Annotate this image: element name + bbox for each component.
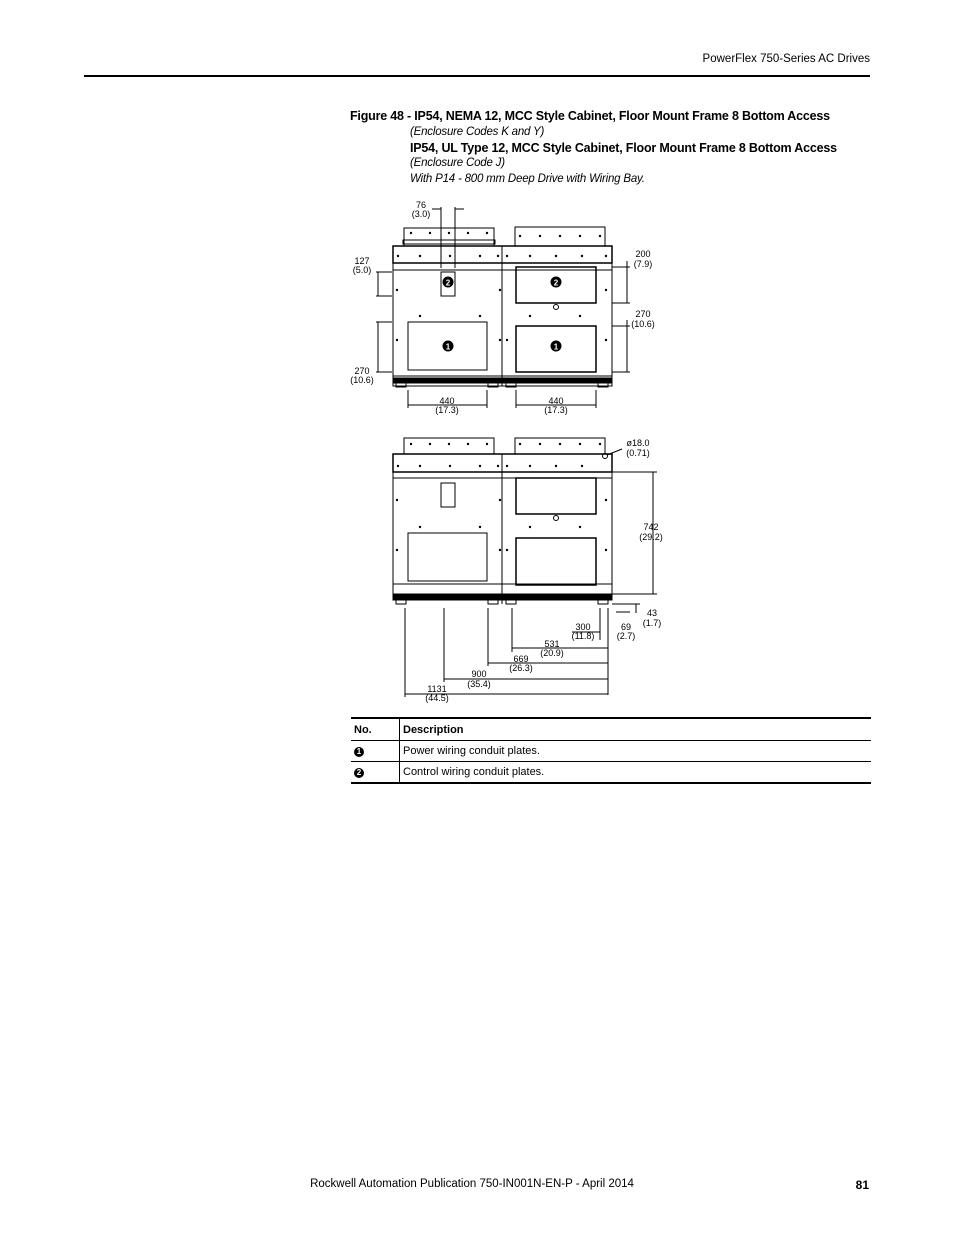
figure-subtitle-1: (Enclosure Codes K and Y) xyxy=(410,126,545,138)
table-row xyxy=(351,741,871,762)
dim-1131-in: (44.5) xyxy=(425,693,449,703)
page-number: 81 xyxy=(855,1178,869,1192)
dim-69: 69 xyxy=(620,622,632,632)
dim-742: 742 xyxy=(643,522,659,532)
figure-subtitle-3: (Enclosure Code J) xyxy=(410,157,505,169)
dim-43-in: (1.7) xyxy=(642,618,662,628)
figure-subtitle-2: IP54, UL Type 12, MCC Style Cabinet, Floor Mount Frame 8 Bottom Access xyxy=(410,141,837,155)
dim-440-right: 440 xyxy=(548,396,564,406)
row-description: Control wiring conduit plates. xyxy=(400,762,872,784)
dim-440-right-in: (17.3) xyxy=(544,405,568,415)
dim-43: 43 xyxy=(646,608,658,618)
figure-title: Figure 48 - IP54, NEMA 12, MCC Style Cabinet, Floor Mount Frame 8 Bottom Access xyxy=(350,109,830,123)
dim-440-left-in: (17.3) xyxy=(435,405,459,415)
dim-531: 531 xyxy=(544,639,560,649)
dim-270-left-in: (10.6) xyxy=(350,375,374,385)
dim-1131: 1131 xyxy=(427,684,447,694)
dim-300: 300 xyxy=(575,622,591,632)
description-table xyxy=(351,717,871,784)
top-view-cabinet xyxy=(393,227,612,387)
dim-669: 669 xyxy=(513,654,529,664)
dim-900: 900 xyxy=(471,669,487,679)
callout-2-top-left: 2 xyxy=(445,278,451,288)
row-description: Power wiring conduit plates. xyxy=(400,741,872,762)
dim-127-in: (5.0) xyxy=(352,265,372,275)
callout-badge: 2 xyxy=(354,768,364,778)
bottom-view-dimensions xyxy=(405,449,657,697)
table-row xyxy=(351,762,871,784)
dim-200: 200 xyxy=(635,249,651,259)
dim-440-left: 440 xyxy=(439,396,455,406)
column-header-no: No. xyxy=(351,718,400,741)
dim-69-in: (2.7) xyxy=(616,631,636,641)
dim-270-right: 270 xyxy=(635,309,651,319)
running-header: PowerFlex 750-Series AC Drives xyxy=(702,53,870,65)
dim-900-in: (35.4) xyxy=(467,679,491,689)
dim-dia-18-in: (0.71) xyxy=(626,448,650,458)
dim-531-in: (20.9) xyxy=(540,648,564,658)
dim-270-left: 270 xyxy=(354,366,370,376)
callout-badge: 1 xyxy=(354,747,364,757)
column-header-description: Description xyxy=(400,718,872,741)
dim-dia-18: ø18.0 xyxy=(626,438,650,448)
table-header-row xyxy=(351,718,871,741)
dim-76: 76 xyxy=(415,200,427,210)
dim-300-in: (11.8) xyxy=(571,631,595,641)
dim-669-in: (26.3) xyxy=(509,663,533,673)
footer-publication: Rockwell Automation Publication 750-IN001N-EN-P - April 2014 xyxy=(310,1178,634,1190)
dim-270-right-in: (10.6) xyxy=(631,319,655,329)
callout-1-right: 1 xyxy=(553,342,559,352)
dim-742-in: (29.2) xyxy=(639,532,663,542)
dim-127: 127 xyxy=(354,256,370,266)
callout-2-top-right: 2 xyxy=(553,278,559,288)
dim-76-in: (3.0) xyxy=(411,209,431,219)
dim-200-in: (7.9) xyxy=(633,259,653,269)
figure-subtitle-4: With P14 - 800 mm Deep Drive with Wiring Bay. xyxy=(410,173,645,185)
callout-1-left: 1 xyxy=(445,342,451,352)
bottom-view-cabinet xyxy=(393,438,612,604)
